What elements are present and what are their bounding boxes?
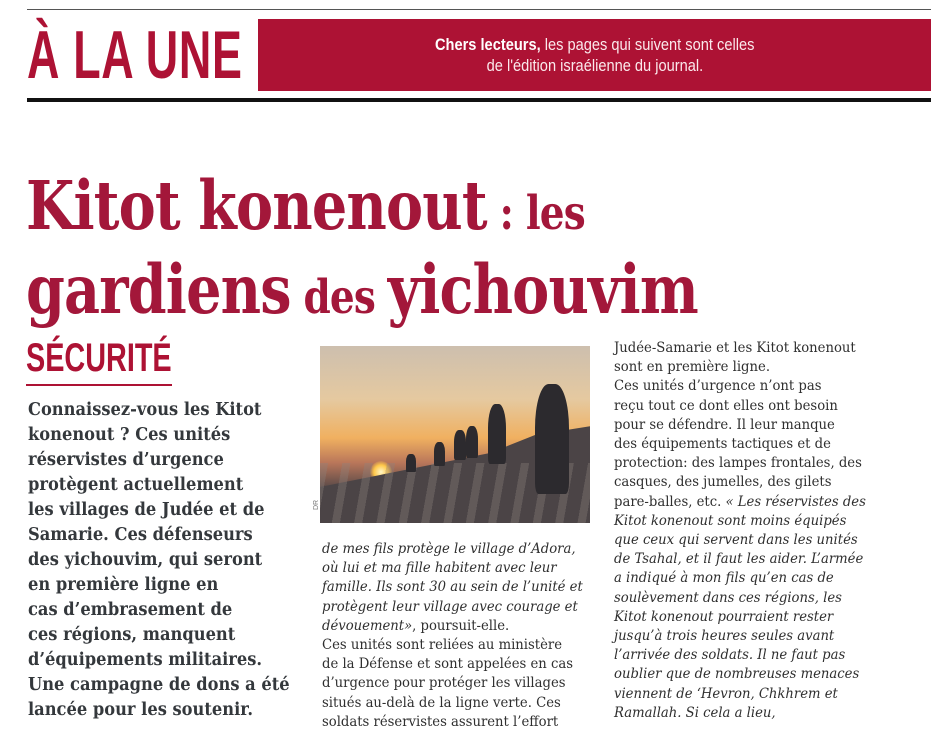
body-line: que ceux qui servent dans les unités [614,532,858,549]
body-line: protection: des lampes frontales, des [614,455,862,472]
lead-line: ces régions, manquent [28,625,236,645]
lead-line: konenout ? Ces unités [28,425,231,445]
soldier-silhouette [434,442,445,466]
top-rule [27,9,931,10]
body-line: situés au-delà de la ligne verte. Ces [322,694,561,711]
photo-credit: DR [313,499,320,510]
lead-line: en première ligne en [28,575,219,595]
article-photo [320,346,590,523]
body-line: Kitot konenout sont moins équipés [614,512,847,529]
body-line [322,617,583,636]
banner-text-1: les pages qui suivent sont celles [540,35,755,54]
body-line: où lui et ma fille habitent avec leur [322,560,557,577]
headline-text-small: des [290,270,388,325]
body-line: famille. Ils sont 30 au sein de l’unité et [322,579,583,596]
article-column-3 [614,339,885,723]
lead-line: protègent actuellement [28,475,244,495]
body-line: Ces unités sont reliées au ministère [322,637,563,654]
lead-line: des yichouvim, qui seront [28,550,263,570]
soldier-silhouette [454,430,466,460]
roman-text: pare-balles, etc. [614,493,726,510]
lead-line: réservistes d’urgence [28,450,224,470]
body-line: d’urgence pour protéger les villages [322,675,566,692]
headline-text: gardiens [26,250,291,329]
section-kicker: À LA UNE [27,17,243,93]
soldier-silhouette [488,404,506,464]
body-line: sont en première ligne. [614,359,771,376]
body-line: Ces unités d’urgence n’ont pas [614,378,822,395]
body-line: jusqu’à trois heures seules avant [614,628,835,645]
soldier-silhouette [535,384,569,494]
body-line: de mes fils protège le village d’Adora, [322,541,576,557]
body-line: reçu tout ce dont elles ont besoin [614,397,838,414]
body-line: Kitot konenout pourraient rester [614,608,834,625]
headline-line-1 [26,168,698,252]
article-column-2 [322,540,602,732]
body-line [614,493,866,512]
article-headline [26,168,698,336]
body-line: de Tsahal, et il faut les aider. L’armée [614,551,864,568]
article-lead [28,398,308,723]
banner-line-1 [435,34,754,55]
body-line: pour se défendre. Il leur manque [614,416,835,433]
body-line: Judée-Samarie et les Kitot konenout [614,340,856,356]
section-label: SÉCURITÉ [26,336,172,380]
banner-bold: Chers lecteurs, [434,35,541,54]
body-line: l’arrivée des soldats. Il ne faut pas [614,647,846,664]
italic-quote-text: « Les réservistes des [725,493,866,510]
body-line: soldats réservistes assurent l’effort [322,713,559,730]
body-line: a indiqué à mon fils qu’en cas de [614,570,834,587]
lead-line: Une campagne de dons a été [28,675,290,695]
body-line: viennent de ‘Hevron, Chkhrem et [614,685,838,702]
headline-text: Kitot konenout [26,166,487,245]
body-line: des équipements tactiques et de [614,436,831,453]
header-bottom-rule [27,98,931,102]
lead-line: lancée pour les soutenir. [28,700,254,720]
headline-text: yichouvim [387,250,698,329]
soldier-silhouette [466,426,478,458]
lead-line: Connaissez-vous les Kitot [28,400,262,420]
body-line: de la Défense et sont appelées en cas [322,656,573,673]
body-line: casques, des jumelles, des gilets [614,474,832,491]
lead-line: Samarie. Ces défenseurs [28,525,253,545]
body-line: oublier que de nombreuses menaces [614,666,860,683]
italic-quote-text: dévouement» [322,617,413,634]
lead-line: les villages de Judée et de [28,500,265,520]
body-line: soulèvement dans ces régions, les [614,589,842,606]
section-underline [26,384,172,386]
reader-notice-banner [258,19,931,91]
roman-text: , poursuit-elle. [412,617,510,634]
headline-line-2 [26,252,698,336]
headline-text-small: : les [486,186,585,241]
lead-line: d’équipements militaires. [28,650,263,670]
banner-line-2: de l'édition israélienne du journal. [486,56,703,75]
body-line: Ramallah. Si cela a lieu, [614,704,776,721]
soldier-silhouette [406,454,416,472]
body-line: protègent leur village avec courage et [322,598,578,615]
lead-line: cas d’embrasement de [28,600,233,620]
